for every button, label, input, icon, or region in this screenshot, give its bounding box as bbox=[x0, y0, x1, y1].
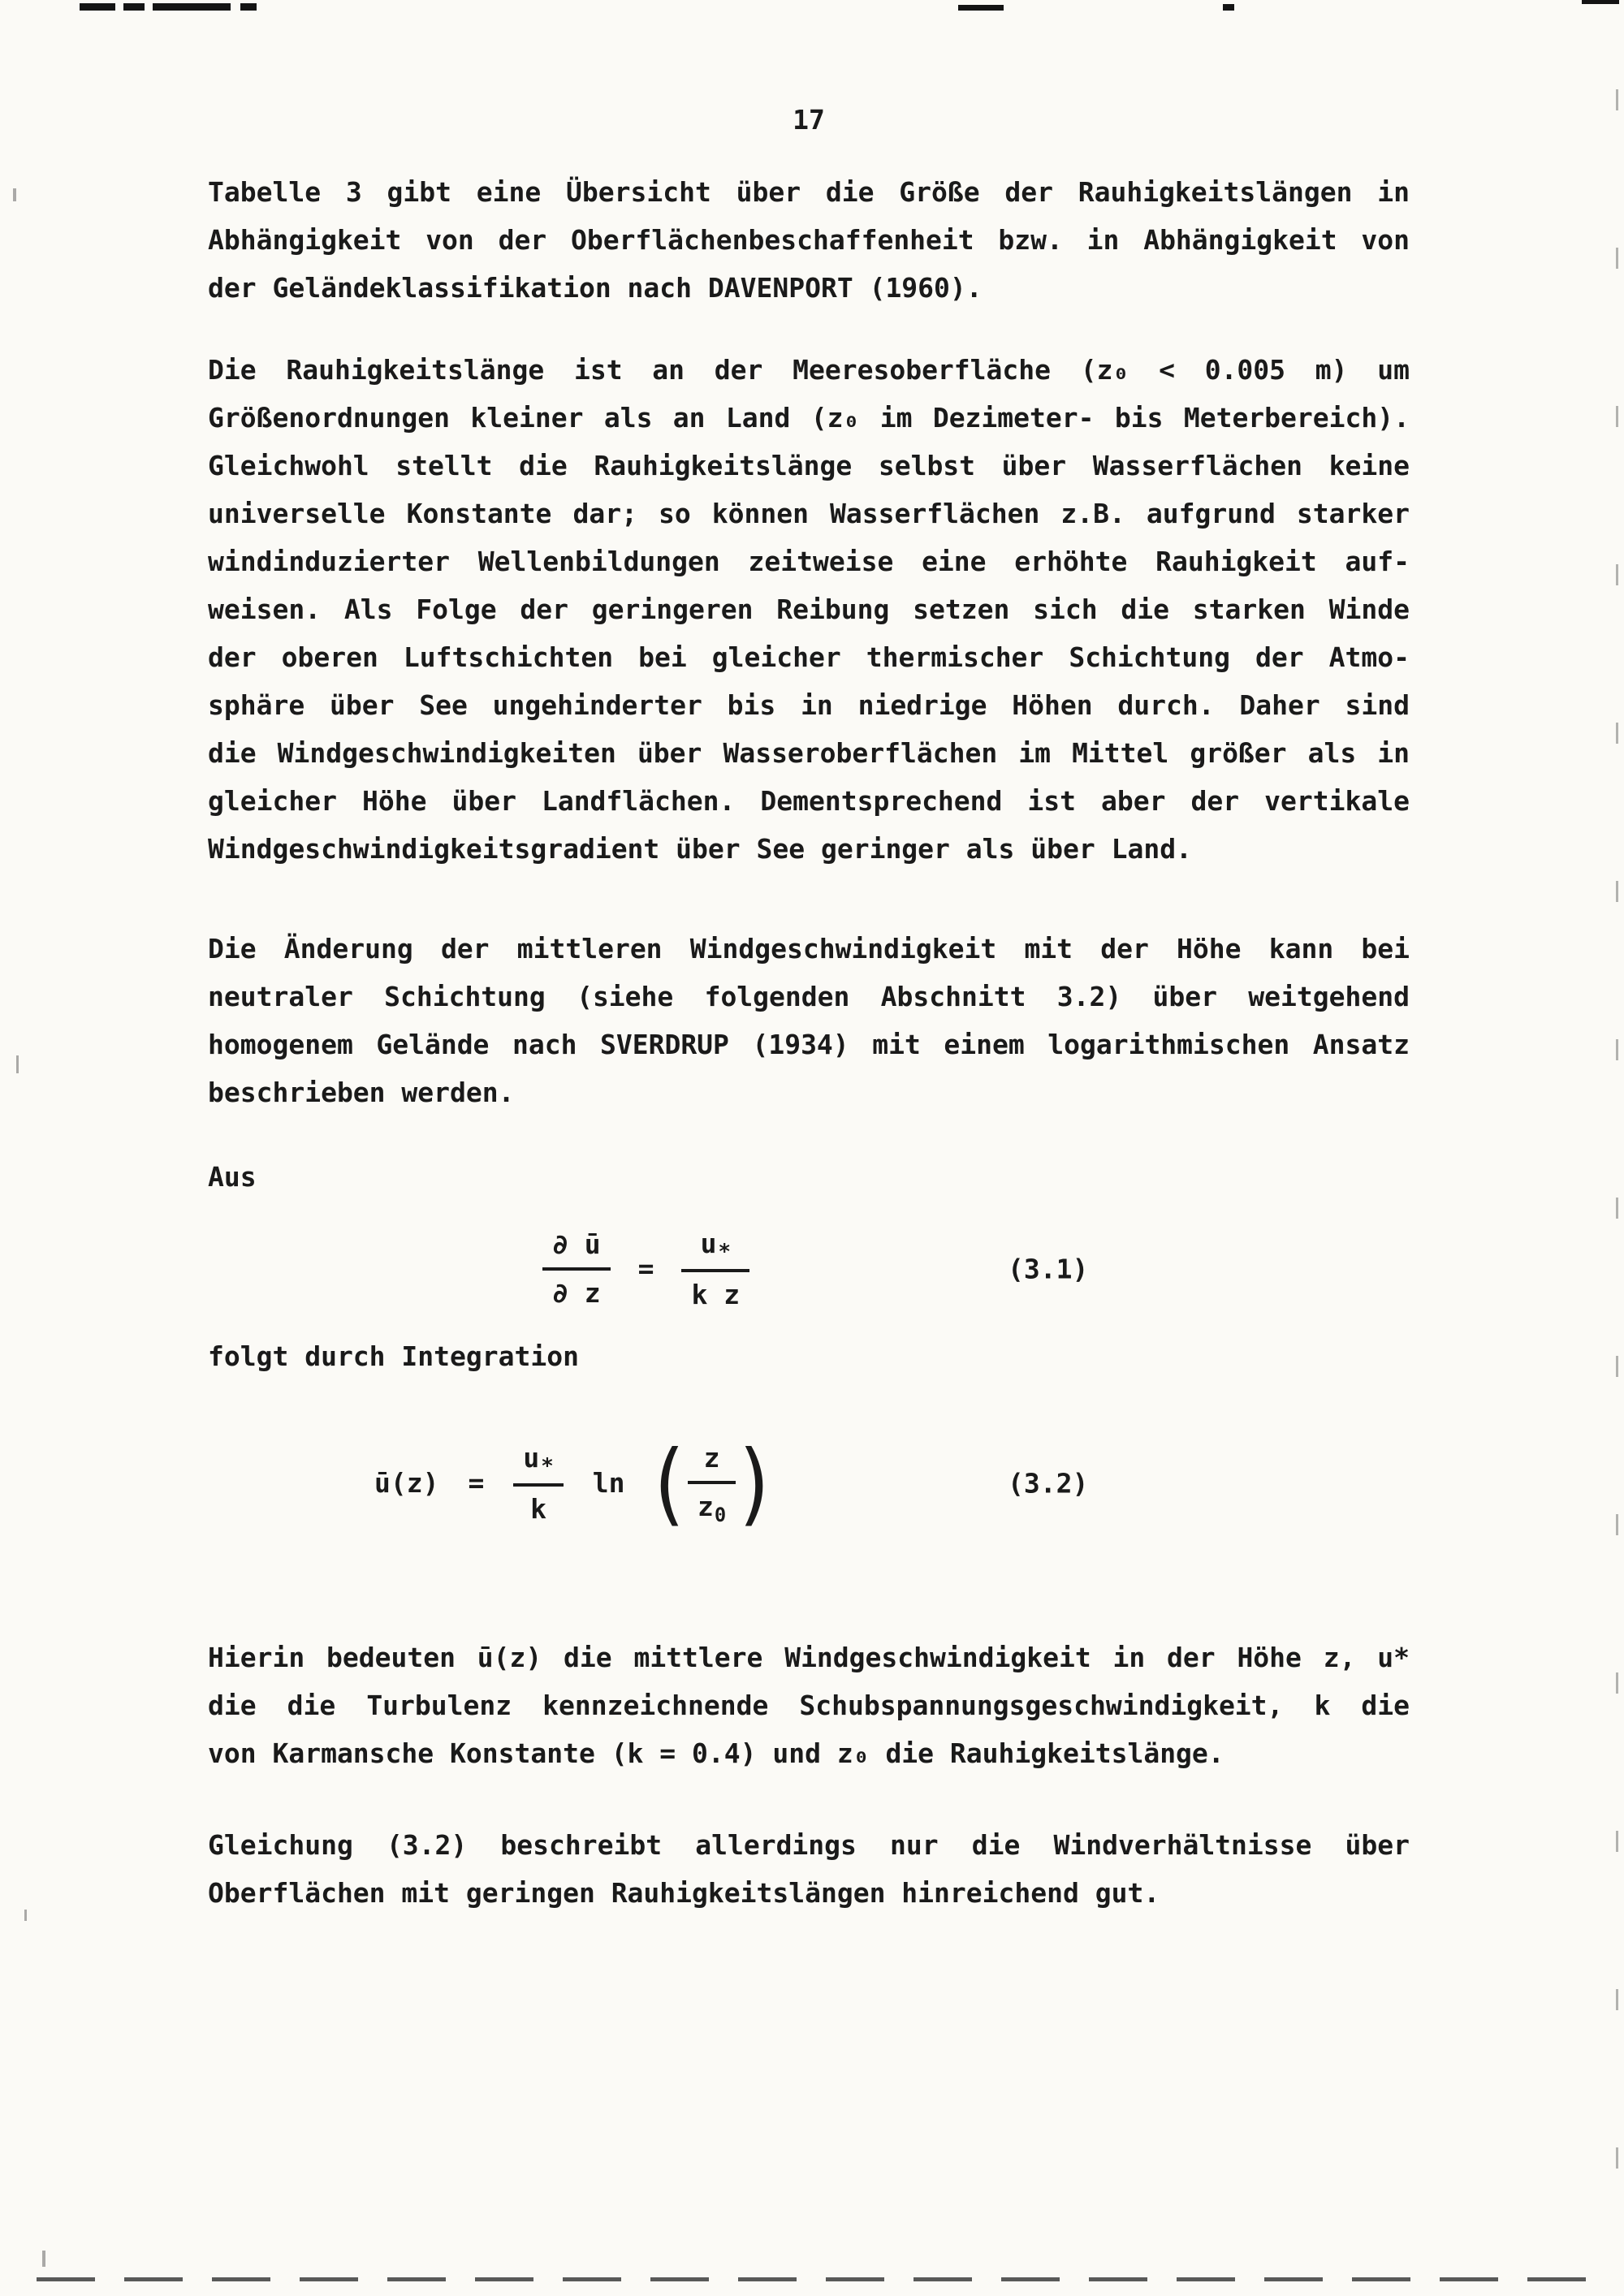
scan-speck bbox=[42, 2251, 45, 2267]
line-folgt-durch-integration bbox=[208, 1332, 1410, 1380]
scan-speck bbox=[24, 1910, 27, 1921]
text-line: universelle Konstante dar; so können Wasserflächen z.B. aufgrund starker bbox=[208, 498, 1410, 529]
text-line: weisen. Als Folge der geringeren Reibung setzen sich die starken Winde bbox=[208, 593, 1410, 625]
text-line: Windgeschwindigkeitsgradient über See geringer als über Land. bbox=[208, 833, 1192, 865]
paragraph-rauhigkeitslaenge bbox=[208, 346, 1410, 873]
text-line: sphäre über See ungehinderter bis in niedrige Höhen durch. Daher sind bbox=[208, 689, 1410, 721]
text-line: Tabelle 3 gibt eine Übersicht über die Größe der Rauhigkeitslängen in bbox=[208, 176, 1410, 208]
paragraph-gleichung-3-2 bbox=[208, 1821, 1410, 1917]
ln-operator: ln bbox=[592, 1467, 625, 1499]
text-line: folgt durch Integration bbox=[208, 1340, 579, 1372]
text-line: gleicher Höhe über Landflächen. Dementsprechend ist aber der vertikale bbox=[208, 785, 1410, 817]
u-bar-of-z: ū(z) bbox=[374, 1467, 439, 1499]
text-line: Oberflächen mit geringen Rauhigkeitslängen hinreichend gut. bbox=[208, 1877, 1160, 1909]
fraction-denominator: k z bbox=[691, 1278, 741, 1310]
text-line: Abhängigkeit von der Oberflächenbeschaffenheit bzw. in Abhängigkeit von bbox=[208, 224, 1410, 256]
fraction-bar bbox=[513, 1483, 563, 1487]
equation-number-3-2: (3.2) bbox=[1008, 1467, 1089, 1500]
fraction-bar bbox=[542, 1267, 611, 1271]
text-line: Hierin bedeuten ū(z) die mittlere Windgeschwindigkeit in der Höhe z, u* bbox=[208, 1642, 1410, 1673]
fraction-bar bbox=[688, 1481, 736, 1484]
zero-subscript: 0 bbox=[714, 1503, 727, 1526]
text-line: neutraler Schichtung (siehe folgenden Abschnitt 3.2) über weitgehend bbox=[208, 981, 1410, 1012]
page-content bbox=[208, 0, 1410, 1917]
paragraph-tabelle-3 bbox=[208, 168, 1410, 312]
fraction-du-dz bbox=[542, 1224, 611, 1314]
fraction-numerator bbox=[513, 1438, 563, 1481]
text-line: Größenordnungen kleiner als an Land (z₀ im Dezimeter- bis Meterbereich). bbox=[208, 402, 1410, 434]
open-paren: ( bbox=[654, 1431, 685, 1536]
scan-speck bbox=[16, 1055, 19, 1073]
u-symbol: u bbox=[523, 1441, 540, 1474]
fraction-numerator: ∂ ū bbox=[552, 1228, 601, 1260]
text-line: Die Rauhigkeitslänge ist an der Meeresoberfläche (z₀ < 0.005 m) um bbox=[208, 354, 1410, 386]
scan-mark bbox=[1582, 0, 1619, 4]
text-line: beschrieben werden. bbox=[208, 1077, 515, 1108]
text-line: die Windgeschwindigkeiten über Wasseroberflächen im Mittel größer als in bbox=[208, 737, 1410, 769]
scan-mark bbox=[123, 3, 145, 11]
text-line: windinduzierter Wellenbildungen zeitweise eine erhöhte Rauhigkeit auf- bbox=[208, 546, 1410, 577]
page-number: 17 bbox=[793, 104, 825, 136]
text-line: der oberen Luftschichten bei gleicher thermischer Schichtung der Atmo- bbox=[208, 641, 1410, 673]
text-line: Gleichwohl stellt die Rauhigkeitslänge selbst über Wasserflächen keine bbox=[208, 450, 1410, 481]
equation-3-2-body bbox=[374, 1431, 770, 1536]
fraction-denominator: ∂ z bbox=[552, 1277, 601, 1309]
star-subscript: * bbox=[718, 1240, 731, 1265]
parenthesized-fraction bbox=[654, 1431, 770, 1536]
paragraph-hierin-bedeuten bbox=[208, 1634, 1410, 1777]
paragraph-aenderung-windgeschwindigkeit bbox=[208, 925, 1410, 1116]
fraction-bar bbox=[681, 1269, 749, 1272]
equation-number-3-1: (3.1) bbox=[1008, 1253, 1089, 1285]
text-line: der Geländeklassifikation nach DAVENPORT (1960). bbox=[208, 272, 983, 304]
scan-mark bbox=[80, 3, 115, 11]
scan-edge-ticks bbox=[1616, 89, 1618, 2231]
equation-3-1-body bbox=[542, 1224, 749, 1315]
star-subscript: * bbox=[541, 1454, 554, 1479]
fraction-numerator: z bbox=[703, 1441, 720, 1474]
fraction-denominator: k bbox=[530, 1492, 546, 1525]
u-symbol: u bbox=[700, 1227, 717, 1259]
equals-sign: = bbox=[637, 1253, 654, 1284]
z-symbol: z bbox=[697, 1490, 714, 1522]
text-line: die die Turbulenz kennzeichnende Schubspannungsgeschwindigkeit, k die bbox=[208, 1690, 1410, 1721]
fraction-z-z0 bbox=[688, 1438, 736, 1530]
text-line: Die Änderung der mittleren Windgeschwindigkeit mit der Höhe kann bei bbox=[208, 933, 1410, 965]
line-aus bbox=[208, 1153, 1410, 1201]
equals-sign: = bbox=[468, 1467, 485, 1499]
text-line: von Karmansche Konstante (k = 0.4) und z₀ die Rauhigkeitslänge. bbox=[208, 1737, 1224, 1769]
close-paren: ) bbox=[739, 1431, 770, 1536]
fraction-ustar-kz bbox=[681, 1224, 749, 1315]
fraction-denominator bbox=[688, 1487, 736, 1530]
equation-3-2 bbox=[208, 1422, 1410, 1544]
text-line: homogenem Gelände nach SVERDRUP (1934) mit einem logarithmischen Ansatz bbox=[208, 1029, 1410, 1060]
text-line: Aus bbox=[208, 1161, 257, 1193]
scan-bottom-line bbox=[37, 2277, 1587, 2281]
text-line: Gleichung (3.2) beschreibt allerdings nur die Windverhältnisse über bbox=[208, 1829, 1410, 1861]
fraction-numerator bbox=[691, 1224, 741, 1267]
fraction-ustar-k bbox=[513, 1438, 563, 1530]
equation-3-1 bbox=[208, 1220, 1410, 1318]
scan-speck bbox=[13, 188, 16, 201]
